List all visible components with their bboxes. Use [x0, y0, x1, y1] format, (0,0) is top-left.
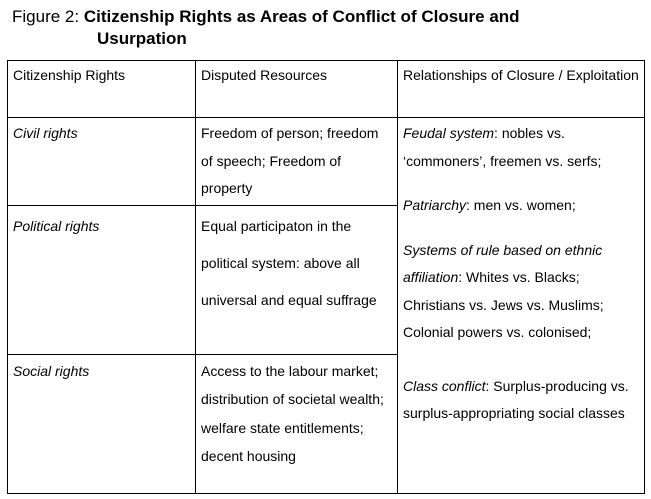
header-citizenship-rights: Citizenship Rights [8, 61, 196, 118]
citizenship-rights-table [7, 60, 645, 494]
relationship-patriarchy-label: Patriarchy [403, 197, 467, 213]
relationship-ethnic-text: : Whites vs. Blacks; Christians vs. Jews vs. Muslims; Colonial powers vs. colonised; [403, 269, 604, 340]
figure-title-continued: Usurpation [97, 29, 187, 48]
relationship-patriarchy [403, 192, 639, 220]
relationship-feudal [403, 120, 639, 175]
relationship-patriarchy-text: : men vs. women; [466, 197, 576, 213]
relationship-feudal-label: Feudal system [403, 125, 495, 141]
header-disputed-resources: Disputed Resources [196, 61, 398, 118]
cell-political-resources: Equal participaton in the political system: above all universal and equal suffrage [196, 205, 398, 354]
table-header-row [8, 61, 645, 118]
relationship-class [403, 373, 639, 428]
figure-caption [12, 6, 632, 50]
table-row [8, 118, 645, 206]
relationship-ethnic-label: Systems of rule based on ethnic affiliation [403, 241, 603, 285]
relationship-ethnic [403, 237, 639, 347]
cell-social-rights: Social rights [8, 354, 196, 493]
figure-label: Figure 2: [12, 7, 84, 26]
cell-political-rights: Political rights [8, 205, 196, 354]
cell-civil-resources: Freedom of person; freedom of speech; Freedom of property [196, 118, 398, 206]
cell-relationships [398, 118, 645, 494]
cell-civil-rights: Civil rights [8, 118, 196, 206]
relationship-feudal-text: : nobles vs. ‘commoners’, freemen vs. serfs; [403, 125, 602, 169]
figure-title: Citizenship Rights as Areas of Conflict of Closure and [83, 7, 520, 26]
relationship-class-text: : Surplus-producing vs. surplus-appropriating social classes [403, 377, 629, 421]
header-relationships: Relationships of Closure / Exploitation [398, 61, 645, 118]
relationship-class-label: Class conflict [403, 377, 486, 394]
cell-social-resources: Access to the labour market; distribution of societal wealth; welfare state entitlements; decent housing [196, 354, 398, 493]
